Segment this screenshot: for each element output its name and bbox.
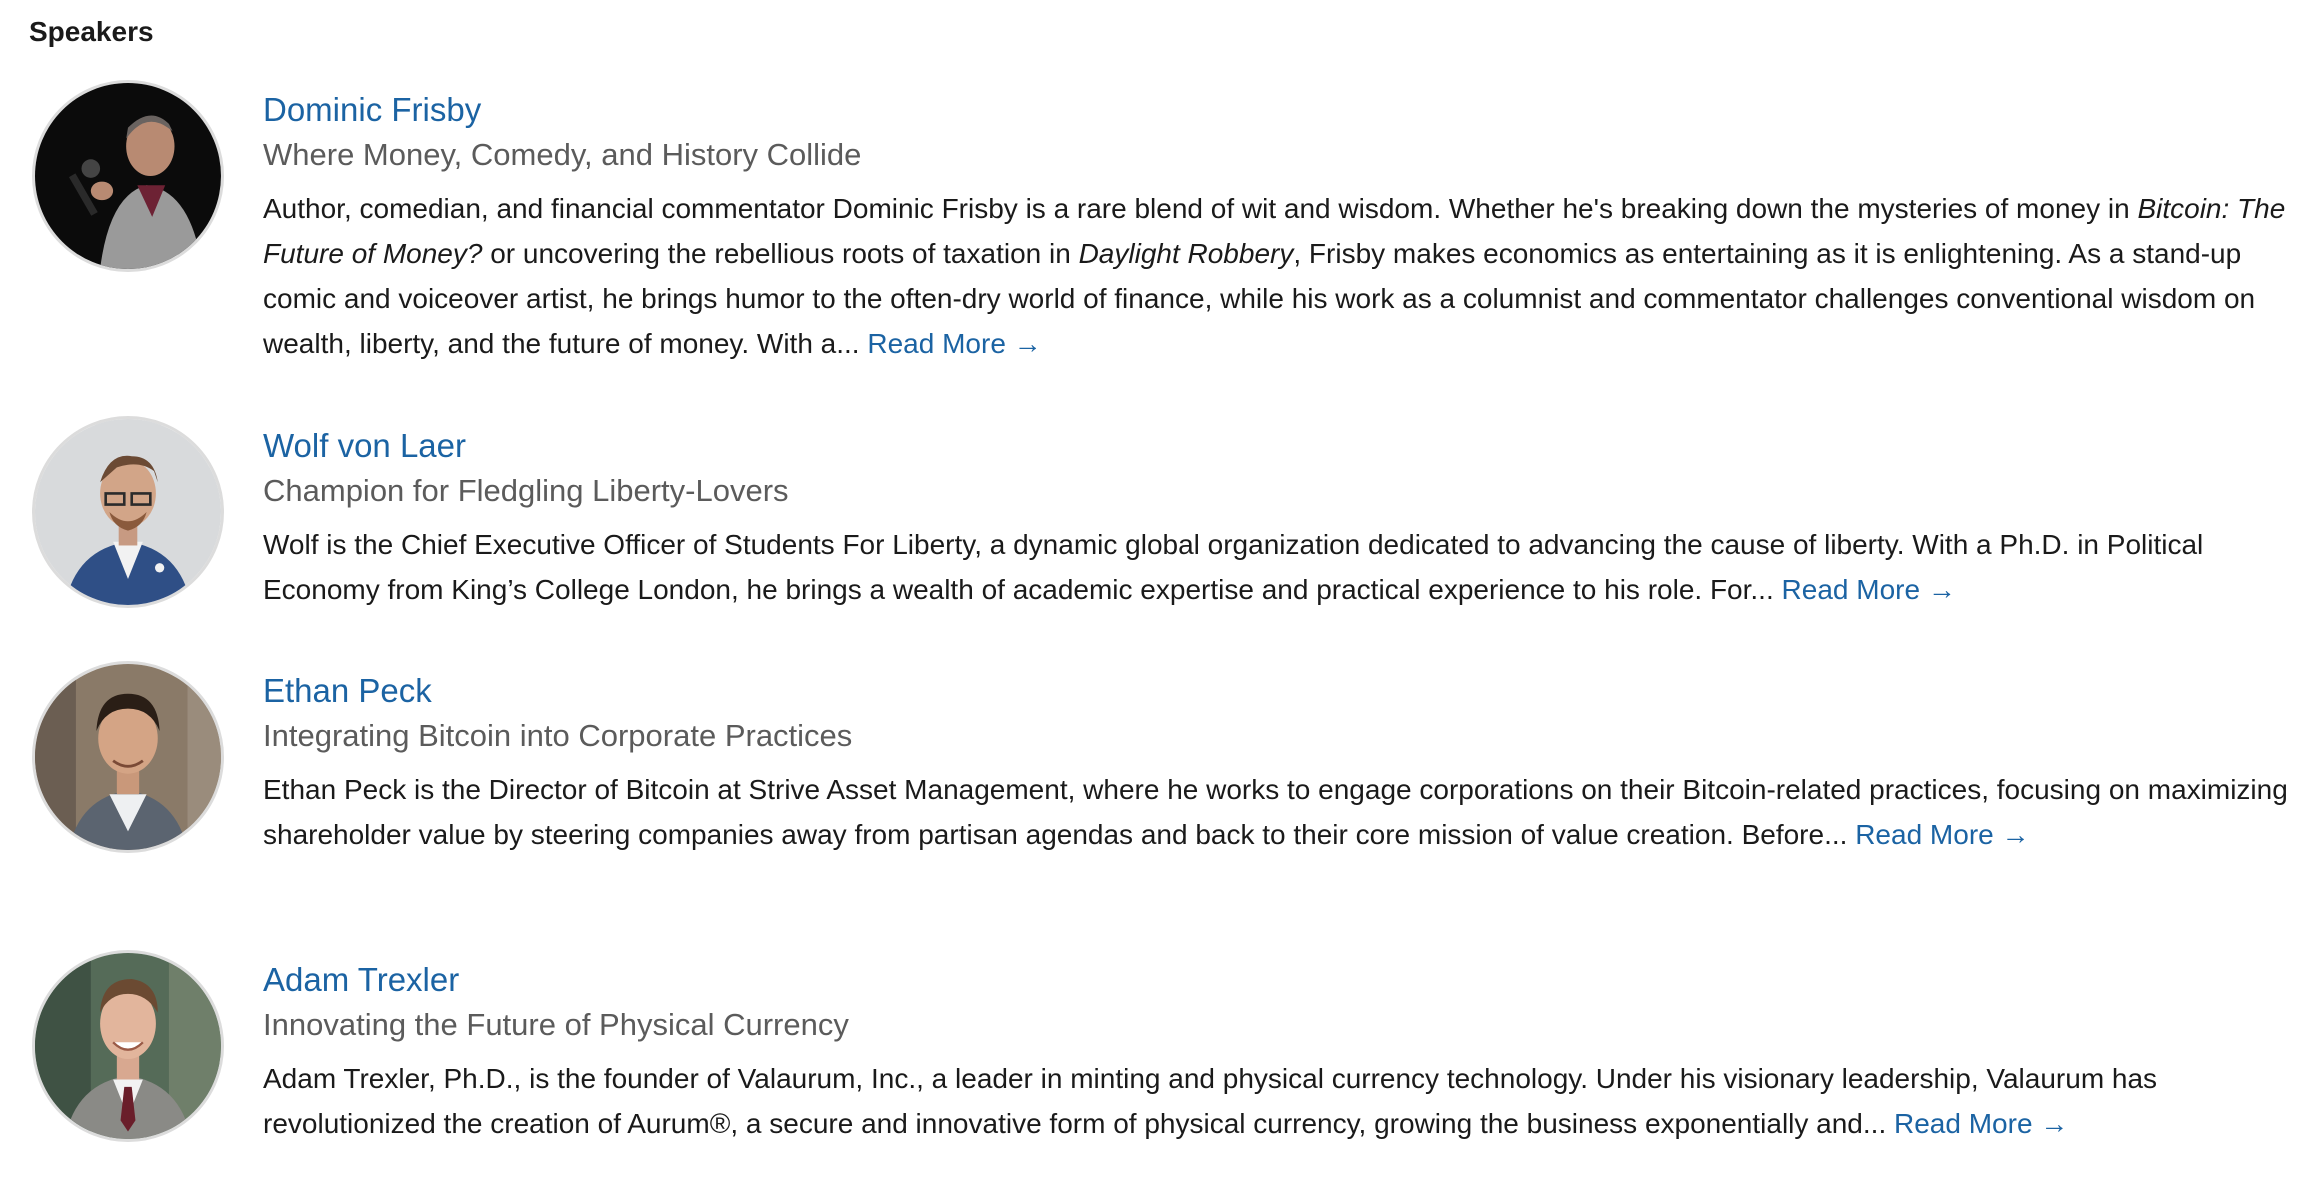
speaker-info [263,958,2293,1146]
bio-text: Author, comedian, and financial commentator Dominic Frisby is a rare blend of wit and wisdom. Whether he's breaking down the mysteries of money in [263,193,2138,224]
speaker-bio [263,767,2293,857]
speaker-tagline: Champion for Fledgling Liberty-Lovers [263,473,789,508]
speaker-photo[interactable] [32,950,224,1142]
speaker-info [263,424,2293,612]
bio-text: or uncovering the rebellious roots of taxation in [482,238,1079,269]
bio-text: Ethan Peck is the Director of Bitcoin at Strive Asset Management, where he works to engage corporations on their Bitcoin-related practices, focusing on maximizing shareholder value by steering companies away from partisan agendas and back to their core mission of value creation. Before... [263,774,2288,850]
read-more-link[interactable]: Read More → [867,328,1042,359]
read-more-link[interactable]: Read More → [1855,819,2030,850]
book-title: Daylight Robbery [1078,238,1294,269]
read-more-link[interactable]: Read More → [1894,1108,2069,1139]
speaker-name-link[interactable]: Ethan Peck [263,672,432,709]
speaker-photo-icon [35,83,221,269]
speaker-photo[interactable] [32,80,224,272]
section-title: Speakers [29,16,154,47]
read-more-link[interactable]: Read More → [1781,574,1956,605]
speaker-photo[interactable] [32,416,224,608]
speaker-bio [263,522,2293,612]
speaker-photo-icon [35,664,221,850]
book-title: Bitcoin: The Future of Money? [263,193,2286,269]
bio-text: , Frisby makes economics as entertaining as it is enlightening. As a stand-up comic and voiceover artist, he brings humor to the often-dry world of finance, while his work as a columnist and commentator challenges conventional wisdom on wealth, liberty, and the future of money. With a... [263,238,2256,359]
speaker-photo[interactable] [32,661,224,853]
speaker-photo-icon [35,419,221,605]
speaker-info [263,669,2293,857]
speaker-bio [263,186,2293,366]
speaker-name-link[interactable]: Wolf von Laer [263,427,466,464]
speaker-tagline: Innovating the Future of Physical Currency [263,1007,849,1042]
speaker-tagline: Where Money, Comedy, and History Collide [263,137,862,172]
speaker-bio [263,1056,2293,1146]
bio-text: Adam Trexler, Ph.D., is the founder of Valaurum, Inc., a leader in minting and physical currency technology. Under his visionary leadership, Valaurum has revolutionized the creation of Aurum®, a secure and innovative form of physical currency, growing the business exponentially and... [263,1063,2158,1139]
speaker-name-link[interactable]: Adam Trexler [263,961,460,998]
speaker-info [263,88,2293,366]
bio-text: Wolf is the Chief Executive Officer of Students For Liberty, a dynamic global organization dedicated to advancing the cause of liberty. With a Ph.D. in Political Economy from King’s College London, he brings a wealth of academic expertise and practical experience to his role. For... [263,529,2204,605]
speaker-name-link[interactable]: Dominic Frisby [263,91,482,128]
speaker-photo-icon [35,953,221,1139]
speaker-tagline: Integrating Bitcoin into Corporate Practices [263,718,853,753]
